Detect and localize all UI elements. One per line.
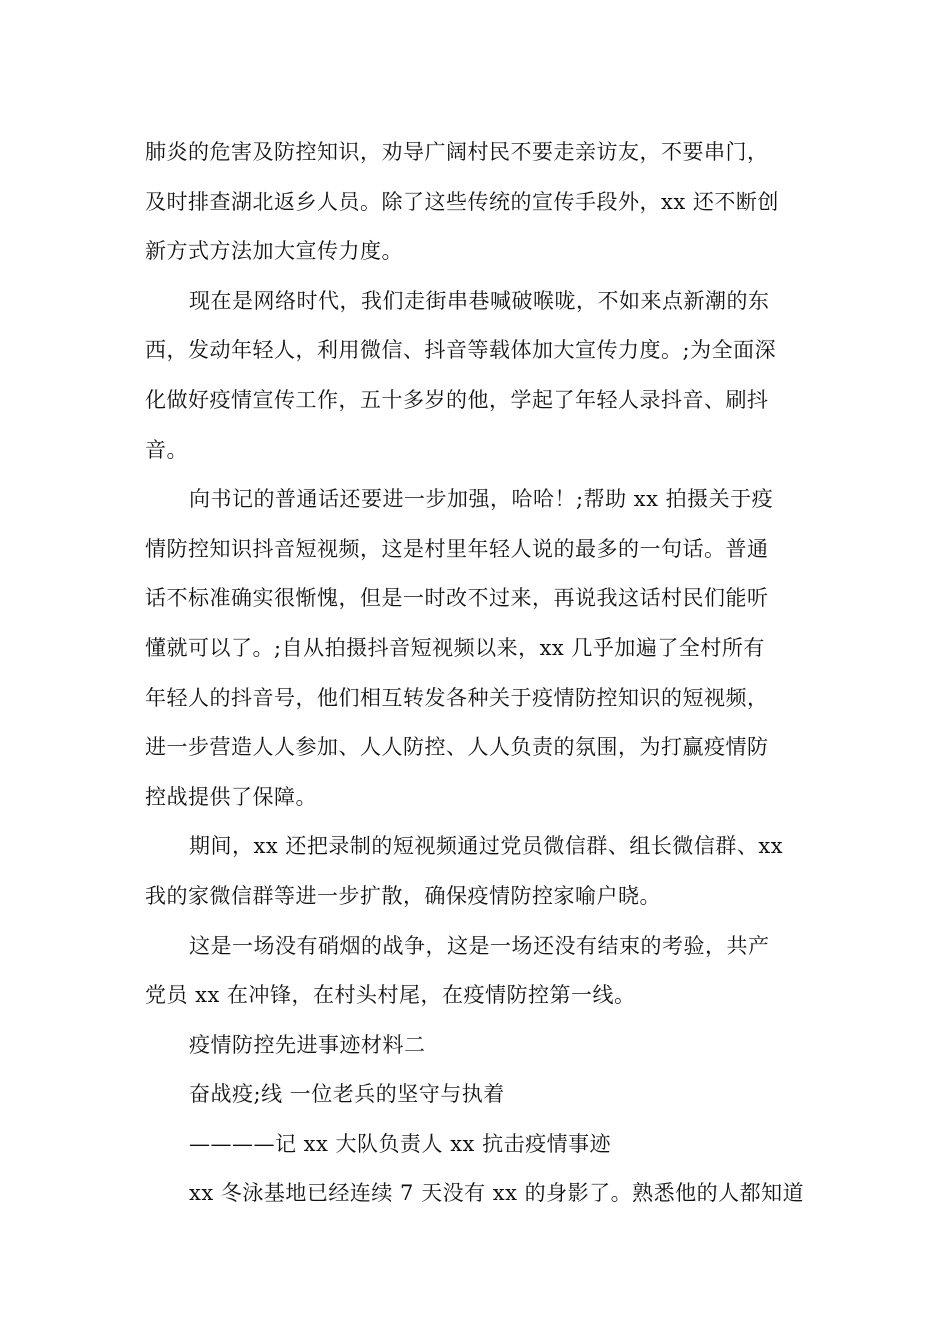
text-line: 音。	[145, 437, 188, 462]
text-line: 党员 xx 在冲锋，在村头村尾，在疫情防控第一线。	[145, 983, 636, 1008]
text-line: 西，发动年轻人，利用微信、抖音等载体加大宣传力度。;为全面深	[145, 338, 777, 363]
text-line: 及时排查湖北返乡人员。除了这些传统的宣传手段外，xx 还不断创	[145, 189, 779, 214]
text-line: 肺炎的危害及防控知识，劝导广阔村民不要走亲访友，不要串门，	[145, 140, 769, 164]
text-line: 化做好疫情宣传工作，五十多岁的他，学起了年轻人录抖音、刷抖	[145, 387, 769, 412]
article-subtitle: ————记 xx 大队负责人 xx 抗击疫情事迹	[189, 1131, 612, 1156]
text-line: 懂就可以了。;自从拍摄抖音短视频以来，xx 几乎加遍了全村所有	[145, 635, 765, 660]
text-line: 这是一场没有硝烟的战争，这是一场还没有结束的考验，共产	[189, 933, 770, 958]
text-line: 我的家微信群等进一步扩散，确保疫情防控家喻户晓。	[145, 883, 661, 908]
text-line: 情防控知识抖音短视频，这是村里年轻人说的最多的一句话。普通	[145, 536, 769, 561]
text-line: 现在是网络时代，我们走街串巷喊破喉咙，不如来点新潮的东	[189, 288, 770, 313]
text-line: 年轻人的抖音号，他们相互转发各种关于疫情防控知识的短视频，	[145, 685, 769, 710]
text-line: 进一步营造人人参加、人人防控、人人负责的氛围，为打赢疫情防	[145, 735, 769, 760]
text-line: 新方式方法加大宣传力度。	[145, 239, 403, 264]
document-body	[145, 128, 810, 1219]
text-line: xx 冬泳基地已经连续 7 天没有 xx 的身影了。熟悉他的人都知道	[189, 1181, 805, 1206]
text-line: 控战提供了保障。	[145, 784, 317, 809]
article-title: 奋战疫;线 一位老兵的坚守与执着	[189, 1082, 505, 1107]
text-line: 期间，xx 还把录制的短视频通过党员微信群、组长微信群、xx	[189, 834, 784, 859]
section-heading: 疫情防控先进事迹材料二	[189, 1032, 426, 1057]
text-line: 话不标准确实很惭愧，但是一时改不过来，再说我这话村民们能听	[145, 586, 769, 611]
text-line: 向书记的普通话还要进一步加强，哈哈！;帮助 xx 拍摄关于疫	[189, 487, 774, 512]
